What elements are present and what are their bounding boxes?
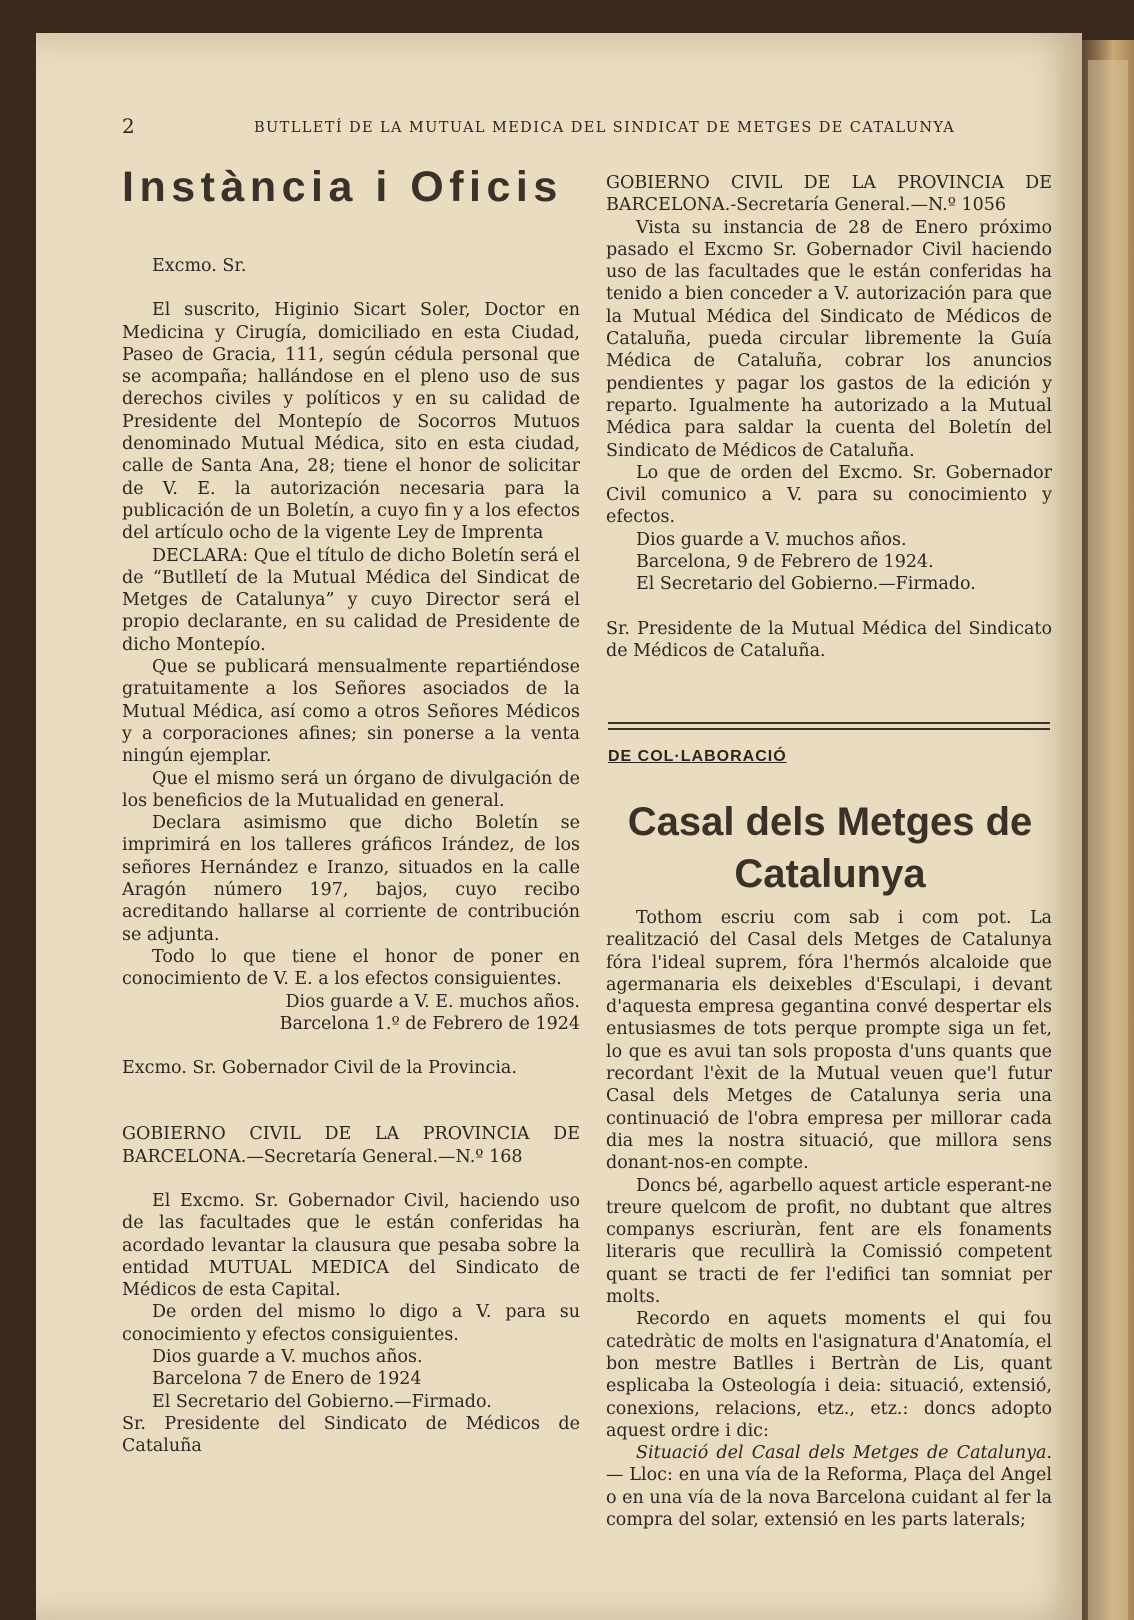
paragraph-text: Lloc: en una vía de la Reforma, Plaça del Angel o en una vía de la nova Barcelona cuidant al fer la compra del solar, extensió en les parts laterals; bbox=[606, 1465, 1052, 1531]
next-page-edge bbox=[1088, 60, 1128, 1620]
section-label: DE COL·LABORACIÓ bbox=[608, 748, 787, 765]
signature: El Secretario del Gobierno.—Firmado. bbox=[152, 1391, 492, 1412]
paragraph bbox=[606, 1442, 1052, 1531]
page-title: Instància i Oficis bbox=[122, 163, 563, 211]
paragraph: De orden del mismo lo digo a V. para su conocimiento y efectos consiguientes. bbox=[122, 1302, 580, 1345]
closing: Dios guarde a V. muchos años. bbox=[152, 1347, 423, 1368]
section-heading: GOBIERNO CIVIL DE LA PROVINCIA DE BARCELONA.—Secretaría General.—N.º 168 bbox=[122, 1124, 580, 1167]
paragraph: Lo que de orden del Excmo. Sr. Gobernador Civil comunico a V. para su conocimiento y efectos. bbox=[606, 462, 1052, 528]
article-title-line-1: Casal dels Metges de bbox=[627, 800, 1033, 844]
paragraph: Que el mismo será un órgano de divulgación de los beneficios de la Mutualidad en general. bbox=[122, 768, 580, 811]
salutation: Excmo. Sr. bbox=[152, 256, 247, 276]
divider bbox=[608, 722, 1050, 724]
paragraph: Todo lo que tiene el honor de poner en conocimiento de V. E. a los efectos consiguientes. bbox=[122, 946, 580, 990]
signature: El Secretario del Gobierno.—Firmado. bbox=[636, 574, 976, 595]
divider bbox=[608, 728, 1050, 730]
paragraph: Tothom escriu com sab i com pot. La realització del Casal dels Metges de Catalunya fóra l'ideal suprem, fóra l'hermós alcaloide que agermanaria els deixebles d'Esculapi, i devant d'aquesta empresa gegantina convé despertar els entusiasmes de tots perque prompte siga un fet, lo que es avui tan sols proposta d'uns quants que recordant l'èxit de la Mutual veuen que'l futur Casal dels Metges de Catalunya seria una continuació de l'obra empresa per millorar cada dia mes la nostra situació, que millora sens donant-nos-en compte. bbox=[606, 908, 1052, 1174]
paragraph: El Excmo. Sr. Gobernador Civil, haciendo uso de las facultades que le están conferidas ha acordado levantar la clausura que pesaba sobre la entidad MUTUAL MEDICA del Sindicato de Médicos de esta Capital. bbox=[122, 1190, 580, 1301]
paragraph: Doncs bé, agarbello aquest article esperant-ne treure quelcom de profit, no dubtant que altres companys escriuràn, fent are els fonaments literaris que recullirà la Comissió competent quant se tracti de fer l'edifici tan somniat per molts. bbox=[606, 1175, 1052, 1308]
paragraph: DECLARA: Que el título de dicho Boletín será el de “Butlletí de la Mutual Médica del Sindicat de Metges de Catalunya” y cuyo Director será el propio declarante, en su calidad de Presidente de dicho Montepío. bbox=[122, 545, 580, 655]
paragraph: El suscrito, Higinio Sicart Soler, Doctor en Medicina y Cirugía, domiciliado en esta Ciudad, Paseo de Gracia, 111, según cédula personal que se acompaña; hallándose en el pleno uso de sus derechos civiles y políticos y en su calidad de Presidente del Montepío de Socorros Mutuos denominado Mutual Médica, sito en esta ciudad, calle de Santa Ana, 28; tiene el honor de solicitar de V. E. la autorización necesaria para la publicación de un Boletín, a cuyo fin y a los efectos del artículo ocho de la vigente Ley de Imprenta bbox=[122, 300, 580, 544]
paragraph: Que se publicará mensualmente repartiéndose gratuitamente a los Señores asociados de la Mutual Médica, así como a otros Señores Médicos y a corporaciones afines; sin ponerse a la venta ningún ejemplar. bbox=[122, 657, 580, 767]
addressee: Excmo. Sr. Gobernador Civil de la Provincia. bbox=[122, 1058, 517, 1079]
date-line: Barcelona 1.º de Febrero de 1924 bbox=[279, 1013, 580, 1034]
section-heading: GOBIERNO CIVIL DE LA PROVINCIA DE BARCELONA.-Secretaría General.—N.º 1056 bbox=[606, 173, 1052, 216]
article-body bbox=[606, 907, 1052, 1531]
paragraph: Vista su instancia de 28 de Enero próximo pasado el Excmo Sr. Gobernador Civil haciendo uso de las facultades que le están conferidas ha tenido a bien conceder a V. autorización para que la Mutual Médica del Sindicato de Médicos de Cataluña, pueda circular libremente la Guía Médica de Cataluña, cobrar los anuncios pendientes y pagar los gastos de la edición y reparto. Igualmente ha autorizado a la Mutual Médica para saldar la cuenta del Boletín del Sindicato de Médicos de Cataluña. bbox=[606, 217, 1052, 461]
addressee: Sr. Presidente del Sindicato de Médicos de Cataluña bbox=[122, 1413, 580, 1457]
date-line: Barcelona, 9 de Febrero de 1924. bbox=[636, 552, 934, 573]
running-header: BUTLLETÍ DE LA MUTUAL MEDICA DEL SINDICAT DE METGES DE CATALUNYA bbox=[254, 120, 956, 136]
right-column bbox=[606, 172, 1052, 662]
article-title bbox=[608, 796, 1052, 900]
addressee: Sr. Presidente de la Mutual Médica del Sindicato de Médicos de Cataluña. bbox=[606, 618, 1052, 661]
paragraph: Declara asimismo que dicho Boletín se imprimirá en los talleres gráficos Irández, de los señores Hernández e Iranzo, situados en la calle Aragón número 197, bajos, cuyo recibo acreditando hallarse al corriente de contribución se adjunta. bbox=[122, 813, 580, 945]
closing: Dios guarde a V. E. muchos años. bbox=[285, 991, 580, 1012]
page-number: 2 bbox=[122, 114, 135, 138]
paragraph: Recordo en aquets moments el qui fou catedràtic de molts en l'asignatura d'Anatomía, el bon mestre Batlles i Bertràn de Lis, quant esplicaba la Osteología i deia: situació, extensió, conexions, relacions, etz., etz.: doncs adopto aquest ordre i dic: bbox=[606, 1309, 1052, 1441]
closing: Dios guarde a V. muchos años. bbox=[636, 529, 907, 550]
date-line: Barcelona 7 de Enero de 1924 bbox=[152, 1369, 422, 1390]
article-title-line-2: Catalunya bbox=[734, 852, 926, 896]
italic-heading: Situació del Casal dels Metges de Catalunya.— bbox=[606, 1443, 1052, 1486]
left-column bbox=[122, 255, 580, 1458]
